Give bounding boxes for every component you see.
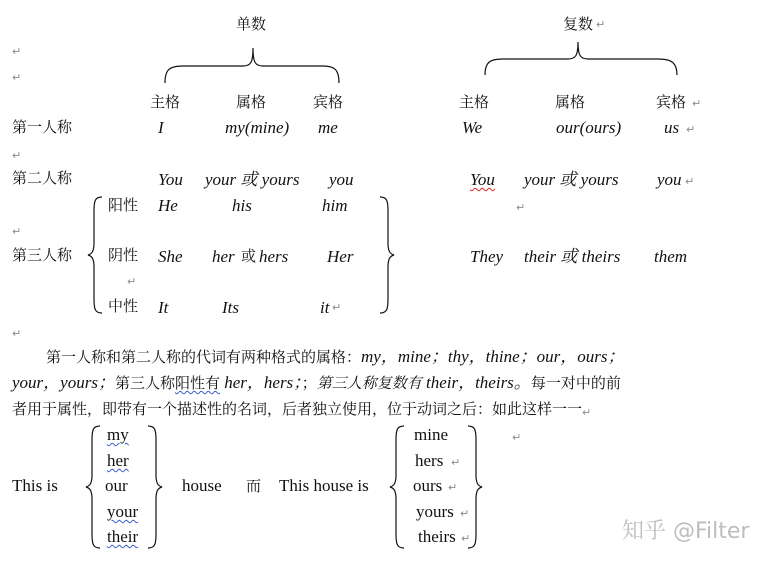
neut-subject: It xyxy=(158,298,169,317)
third-person-label: 第三人称 xyxy=(12,246,73,264)
watermark-text: 知乎 @Filter xyxy=(622,519,750,544)
masculine-label: 阳性 xyxy=(108,196,139,214)
para-mark: ↵ xyxy=(332,301,342,314)
pl3-object: them xyxy=(654,247,688,266)
attr-your: your xyxy=(107,502,139,521)
fem-possessive-b: hers xyxy=(259,247,289,266)
predicative-left-brace xyxy=(388,424,408,550)
example-this-house-is: This house is xyxy=(279,476,369,495)
paragraph-plural: 第三人称复数有 xyxy=(316,374,422,392)
paragraph-line-2 xyxy=(12,370,702,396)
case-possessive-singular: 属格 xyxy=(236,93,267,111)
masc-object: him xyxy=(322,196,348,215)
plural-header: 复数 xyxy=(563,15,594,33)
fem-or: 或 xyxy=(241,247,257,265)
sg1-object: me xyxy=(318,118,338,137)
neuter-label: 中性 xyxy=(108,297,139,315)
pred-ours: ours xyxy=(413,476,443,495)
para-mark: ↵ xyxy=(461,532,471,545)
pl2-possessive: your 或 yours xyxy=(524,170,619,189)
singular-header: 单数 xyxy=(236,15,267,33)
para-mark: ↵ xyxy=(12,149,22,162)
pred-yours: yours xyxy=(416,502,454,521)
para-mark: ↵ xyxy=(12,327,22,340)
para-mark: ↵ xyxy=(12,225,22,238)
para-mark: ↵ xyxy=(685,175,695,188)
masc-possessive: his xyxy=(232,196,252,215)
attr-their: their xyxy=(107,527,139,546)
sg2-subject: You xyxy=(158,170,183,189)
attr-her: her xyxy=(107,451,129,470)
neut-object: it xyxy=(320,298,330,317)
pl2-object: you xyxy=(657,170,682,189)
para-mark: ↵ xyxy=(460,507,470,520)
pred-theirs: theirs xyxy=(418,527,456,546)
paragraph-masc: 阳性有 xyxy=(174,374,220,392)
predicative-right-brace xyxy=(466,424,486,550)
para-mark: ↵ xyxy=(692,97,702,110)
para-mark: ↵ xyxy=(596,18,606,31)
paragraph-intro: 第一人称和第二人称的代词有两种格式的属格： xyxy=(46,348,362,366)
paragraph-line-3 xyxy=(12,396,702,422)
para-mark: ↵ xyxy=(127,275,137,288)
paragraph-forms: my，mine；thy，thine；our，ours； xyxy=(361,347,625,366)
fem-subject: She xyxy=(158,247,183,266)
para-mark: ↵ xyxy=(451,456,461,469)
case-object-plural: 宾格 xyxy=(656,93,687,111)
para-mark: ↵ xyxy=(516,201,526,214)
example-this-is: This is xyxy=(12,476,58,495)
pl3-possessive: their 或 theirs xyxy=(524,247,621,266)
second-person-label: 第二人称 xyxy=(12,169,73,187)
example-conj: 而 xyxy=(246,477,262,495)
para-mark: ↵ xyxy=(686,123,696,136)
case-subject-singular: 主格 xyxy=(150,93,181,111)
para-mark: ↵ xyxy=(448,481,458,494)
para-mark: ↵ xyxy=(512,431,522,444)
case-object-singular: 宾格 xyxy=(313,93,344,111)
paragraph-forms-2: your，yours； xyxy=(12,373,115,392)
pred-hers: hers xyxy=(415,451,444,470)
pl2-subject: You xyxy=(470,170,495,189)
case-subject-plural: 主格 xyxy=(459,93,490,111)
para-mark: ↵ xyxy=(12,45,22,58)
attr-our: our xyxy=(105,476,128,495)
first-person-label: 第一人称 xyxy=(12,118,73,136)
pl1-object: us xyxy=(664,118,680,137)
pred-mine: mine xyxy=(414,425,448,444)
masc-subject: He xyxy=(158,196,178,215)
para-mark: ↵ xyxy=(12,71,22,84)
third-person-left-brace xyxy=(86,195,106,315)
sg2-possessive: your 或 yours xyxy=(205,170,300,189)
pl1-possessive: our(ours) xyxy=(556,118,622,137)
sg1-possessive: my(mine) xyxy=(225,118,290,137)
para-mark: ↵ xyxy=(582,406,592,419)
fem-object: Her xyxy=(327,247,354,266)
paragraph-line3-text: 者用于属性，即带有一个描述性的名词，后者独立使用，位于动词之后：如此这样一一 xyxy=(12,400,583,418)
example-house: house xyxy=(182,476,222,495)
plural-brace xyxy=(483,38,683,78)
sg1-subject: I xyxy=(158,118,164,137)
neut-possessive: Its xyxy=(222,298,239,317)
attr-my: my xyxy=(107,425,129,444)
fem-possessive-a: her xyxy=(212,247,235,266)
pl1-subject: We xyxy=(462,118,483,137)
paragraph-each-pair: 每一对中的前 xyxy=(530,374,621,392)
singular-brace xyxy=(163,40,343,85)
attributive-right-brace xyxy=(146,424,166,550)
sg2-object: you xyxy=(329,170,354,189)
case-possessive-plural: 属格 xyxy=(555,93,586,111)
feminine-label: 阴性 xyxy=(108,246,139,264)
paragraph-their-theirs: their，theirs。 xyxy=(421,373,531,392)
third-person-right-brace xyxy=(378,195,398,315)
explanation-paragraph xyxy=(12,344,702,422)
paragraph-line-1 xyxy=(12,344,702,370)
paragraph-third-person: 第三人称 xyxy=(114,374,175,392)
attributive-left-brace xyxy=(84,424,104,550)
paragraph-her-hers: her，hers； xyxy=(219,373,302,392)
paragraph-sep: ； xyxy=(301,374,317,392)
pl3-subject: They xyxy=(470,247,504,266)
